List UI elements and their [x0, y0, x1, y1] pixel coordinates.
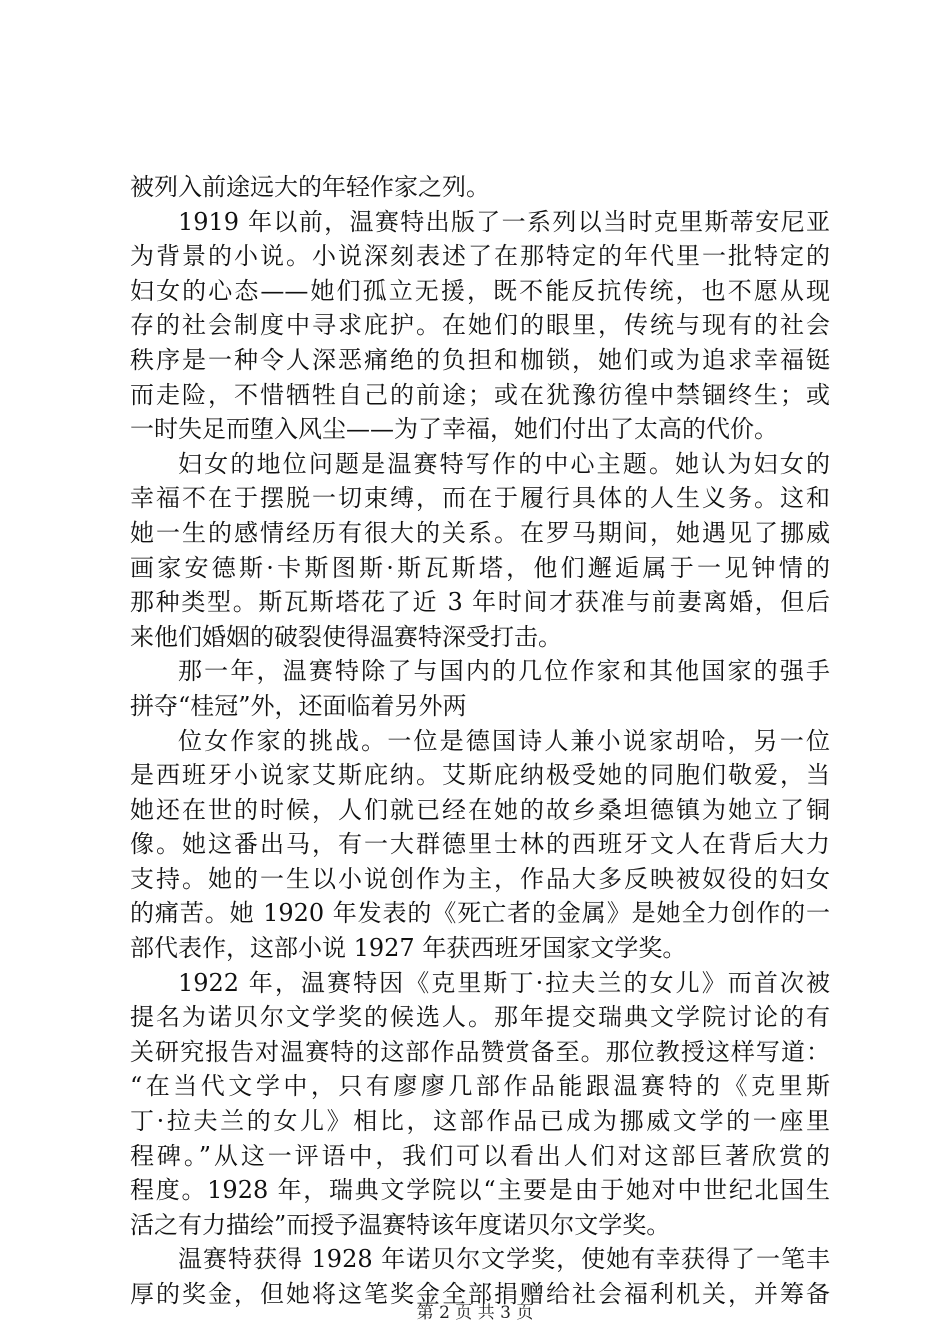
text-line: 程碑。”从这一评语中，我们可以看出人们对这部巨著欣赏的	[130, 1141, 830, 1170]
text-line: 像。她这番出马，有一大群德里士林的西班牙文人在背后大力	[130, 830, 830, 859]
text-line: 部代表作，这部小说 1927 年获西班牙国家文学奖。	[130, 934, 687, 963]
text-line: 秩序是一种令人深恶痛绝的负担和枷锁，她们或为追求幸福铤	[130, 345, 830, 374]
text-line: 幸福不在于摆脱一切束缚，而在于履行具体的人生义务。这和	[130, 484, 830, 513]
text-line: 拼夺“桂冠”外，还面临着另外两	[130, 691, 467, 720]
text-line: 厚的奖金，但她将这笔奖金全部捐赠给社会福利机关，并筹备	[130, 1280, 830, 1308]
text-line: 的痛苦。她 1920 年发表的《死亡者的金属》是她全力创作的一	[130, 899, 830, 928]
text-line: 来他们婚姻的破裂使得温赛特深受打击。	[130, 622, 562, 651]
text-line: 支持。她的一生以小说创作为主，作品大多反映被奴役的妇女	[130, 864, 830, 893]
text-line: 1922 年，温赛特因《克里斯丁·拉夫兰的女儿》而首次被	[178, 968, 830, 997]
text-line: 她还在世的时候，人们就已经在她的故乡桑坦德镇为她立了铜	[130, 795, 830, 824]
page-footer: 第 2 页 共 3 页	[416, 1303, 534, 1323]
text-line: 被列入前途远大的年轻作家之列。	[130, 173, 490, 201]
text-line: 那一年，温赛特除了与国内的几位作家和其他国家的强手	[178, 657, 830, 686]
text-line: 妇女的地位问题是温赛特写作的中心主题。她认为妇女的	[178, 449, 830, 478]
text-line: 程度。1928 年，瑞典文学院以“主要是由于她对中世纪北国生	[130, 1176, 830, 1205]
text-line: 那种类型。斯瓦斯塔花了近 3 年时间才获准与前妻离婚，但后	[130, 588, 830, 617]
text-line: 温赛特获得 1928 年诺贝尔文学奖，使她有幸获得了一笔丰	[178, 1245, 830, 1274]
text-line: 提名为诺贝尔文学奖的候选人。那年提交瑞典文学院讨论的有	[130, 1003, 830, 1032]
text-line: 是西班牙小说家艾斯庇纳。艾斯庇纳极受她的同胞们敬爱，当	[130, 761, 830, 790]
text-line: 一时失足而堕入风尘——为了幸福，她们付出了太高的代价。	[130, 415, 778, 444]
text-line: 为背景的小说。小说深刻表述了在那特定的年代里一批特定的	[130, 242, 830, 271]
text-line: 1919 年以前，温赛特出版了一系列以当时克里斯蒂安尼亚	[178, 207, 830, 236]
text-line: 活之有力描绘”而授予温赛特该年度诺贝尔文学奖。	[130, 1210, 671, 1239]
text-line: 位女作家的挑战。一位是德国诗人兼小说家胡哈，另一位	[178, 726, 830, 755]
body-text	[130, 170, 830, 1312]
text-line: “在当代文学中，只有廖廖几部作品能跟温赛特的《克里斯	[130, 1072, 830, 1101]
text-line: 丁·拉夫兰的女儿》相比，这部作品已成为挪威文学的一座里	[130, 1107, 830, 1136]
text-line: 关研究报告对温赛特的这部作品赞赏备至。那位教授这样写道：	[130, 1037, 830, 1066]
text-line: 画家安德斯·卡斯图斯·斯瓦斯塔，他们邂逅属于一见钟情的	[130, 553, 830, 582]
text-line: 妇女的心态——她们孤立无援，既不能反抗传统，也不愿从现	[130, 276, 830, 305]
text-line: 存的社会制度中寻求庇护。在她们的眼里，传统与现有的社会	[130, 311, 830, 340]
text-line: 她一生的感情经历有很大的关系。在罗马期间，她遇见了挪威	[130, 518, 830, 547]
text-line: 而走险，不惜牺牲自己的前途；或在犹豫彷徨中禁锢终生；或	[130, 380, 830, 409]
